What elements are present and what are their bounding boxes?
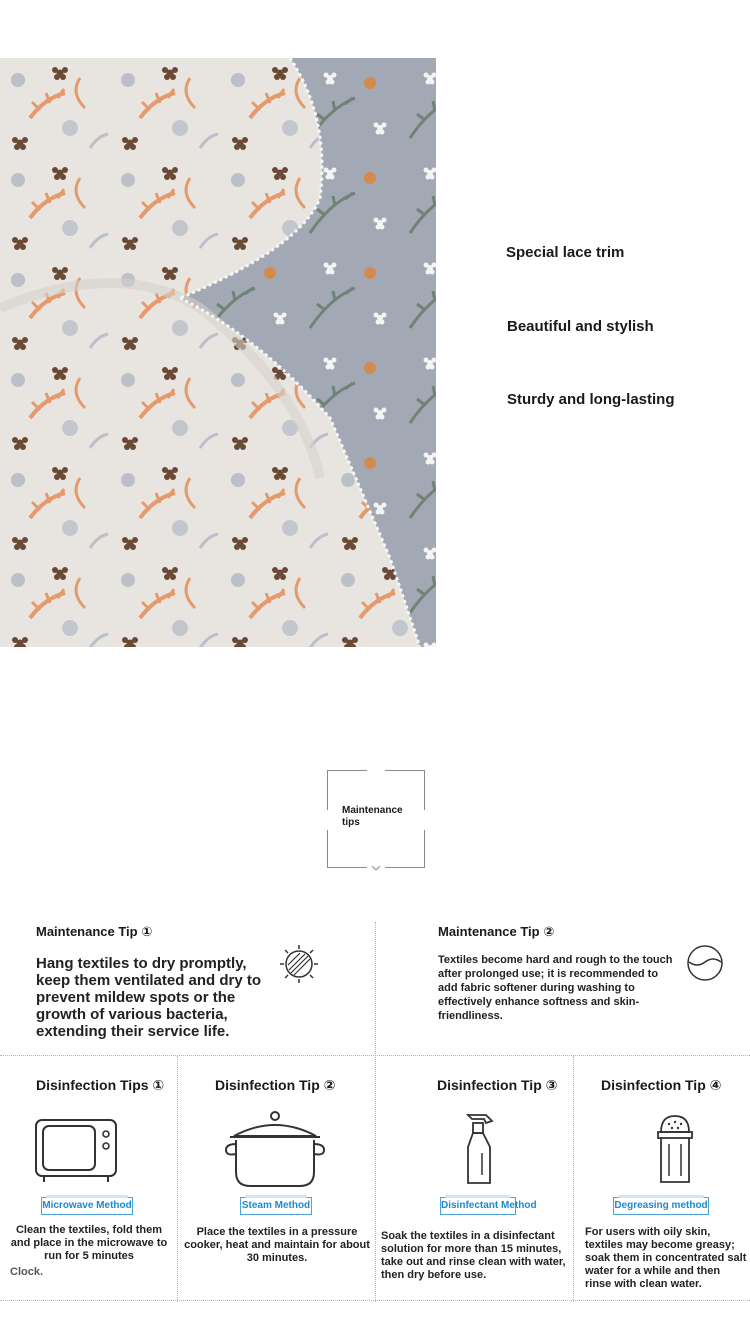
disinfection-1-title: Disinfection Tips ① <box>36 1077 165 1093</box>
feature-lace-trim: Special lace trim <box>506 244 625 261</box>
disinfection-4-title: Disinfection Tip ④ <box>601 1077 722 1093</box>
divider-bottom <box>0 1300 750 1301</box>
microwave-icon <box>34 1118 118 1184</box>
disinfection-3-title: Disinfection Tip ③ <box>437 1077 558 1093</box>
divider-col-3 <box>573 1056 574 1302</box>
disinfection-2-desc: Place the textiles in a pressure cooker, heat and maintain for about 30 minutes. <box>184 1226 370 1264</box>
degreasing-method-label: Degreasing method <box>613 1197 709 1215</box>
divider-middle <box>0 1055 750 1056</box>
feature-stylish: Beautiful and stylish <box>507 318 654 335</box>
pot-icon <box>224 1110 326 1190</box>
salt-shaker-icon <box>655 1114 695 1186</box>
feature-long-lasting: Sturdy and long-lasting <box>507 391 675 408</box>
disinfectant-method-label: Disinfectant Method <box>440 1197 516 1215</box>
divider-center <box>375 922 376 1302</box>
divider-col-1 <box>177 1056 178 1302</box>
maintenance-tip-2-title: Maintenance Tip ② <box>438 924 555 939</box>
section-badge <box>327 770 425 868</box>
disinfection-4-desc: For users with oily skin, textiles may become greasy; soak them in concentrated salt water for a while and then rinse with clean water. <box>585 1226 747 1290</box>
softener-icon <box>686 944 724 982</box>
disinfection-2-title: Disinfection Tip ② <box>215 1077 336 1093</box>
section-badge-label: Maintenance tips <box>342 805 403 828</box>
fabric-illustration <box>0 58 436 647</box>
maintenance-tip-1-title: Maintenance Tip ① <box>36 924 153 939</box>
chevron-down-icon <box>371 863 381 873</box>
spray-bottle-icon <box>462 1113 496 1187</box>
disinfection-1-desc-extra: Clock. <box>10 1266 44 1278</box>
steam-method-label: Steam Method <box>240 1197 312 1215</box>
disinfection-1-desc: Clean the textiles, fold them and place in the microwave to run for 5 minutes <box>10 1224 168 1262</box>
sun-dry-icon <box>279 944 319 984</box>
maintenance-tip-1-text: Hang textiles to dry promptly, keep them ventilated and dry to prevent mildew spots or the growth of various bacteria, extending their service life. <box>36 955 262 1040</box>
maintenance-tip-2-text: Textiles become hard and rough to the touch after prolonged use; it is recommended to add fabric softener during washing to effectively enhance softness and skin-friendliness. <box>438 954 673 1022</box>
microwave-method-label: Microwave Method <box>41 1197 133 1215</box>
fabric-photo <box>0 58 436 647</box>
disinfection-3-desc: Soak the textiles in a disinfectant solution for more than 15 minutes, take out and rinse clean with water, then dry before use. <box>381 1230 566 1281</box>
